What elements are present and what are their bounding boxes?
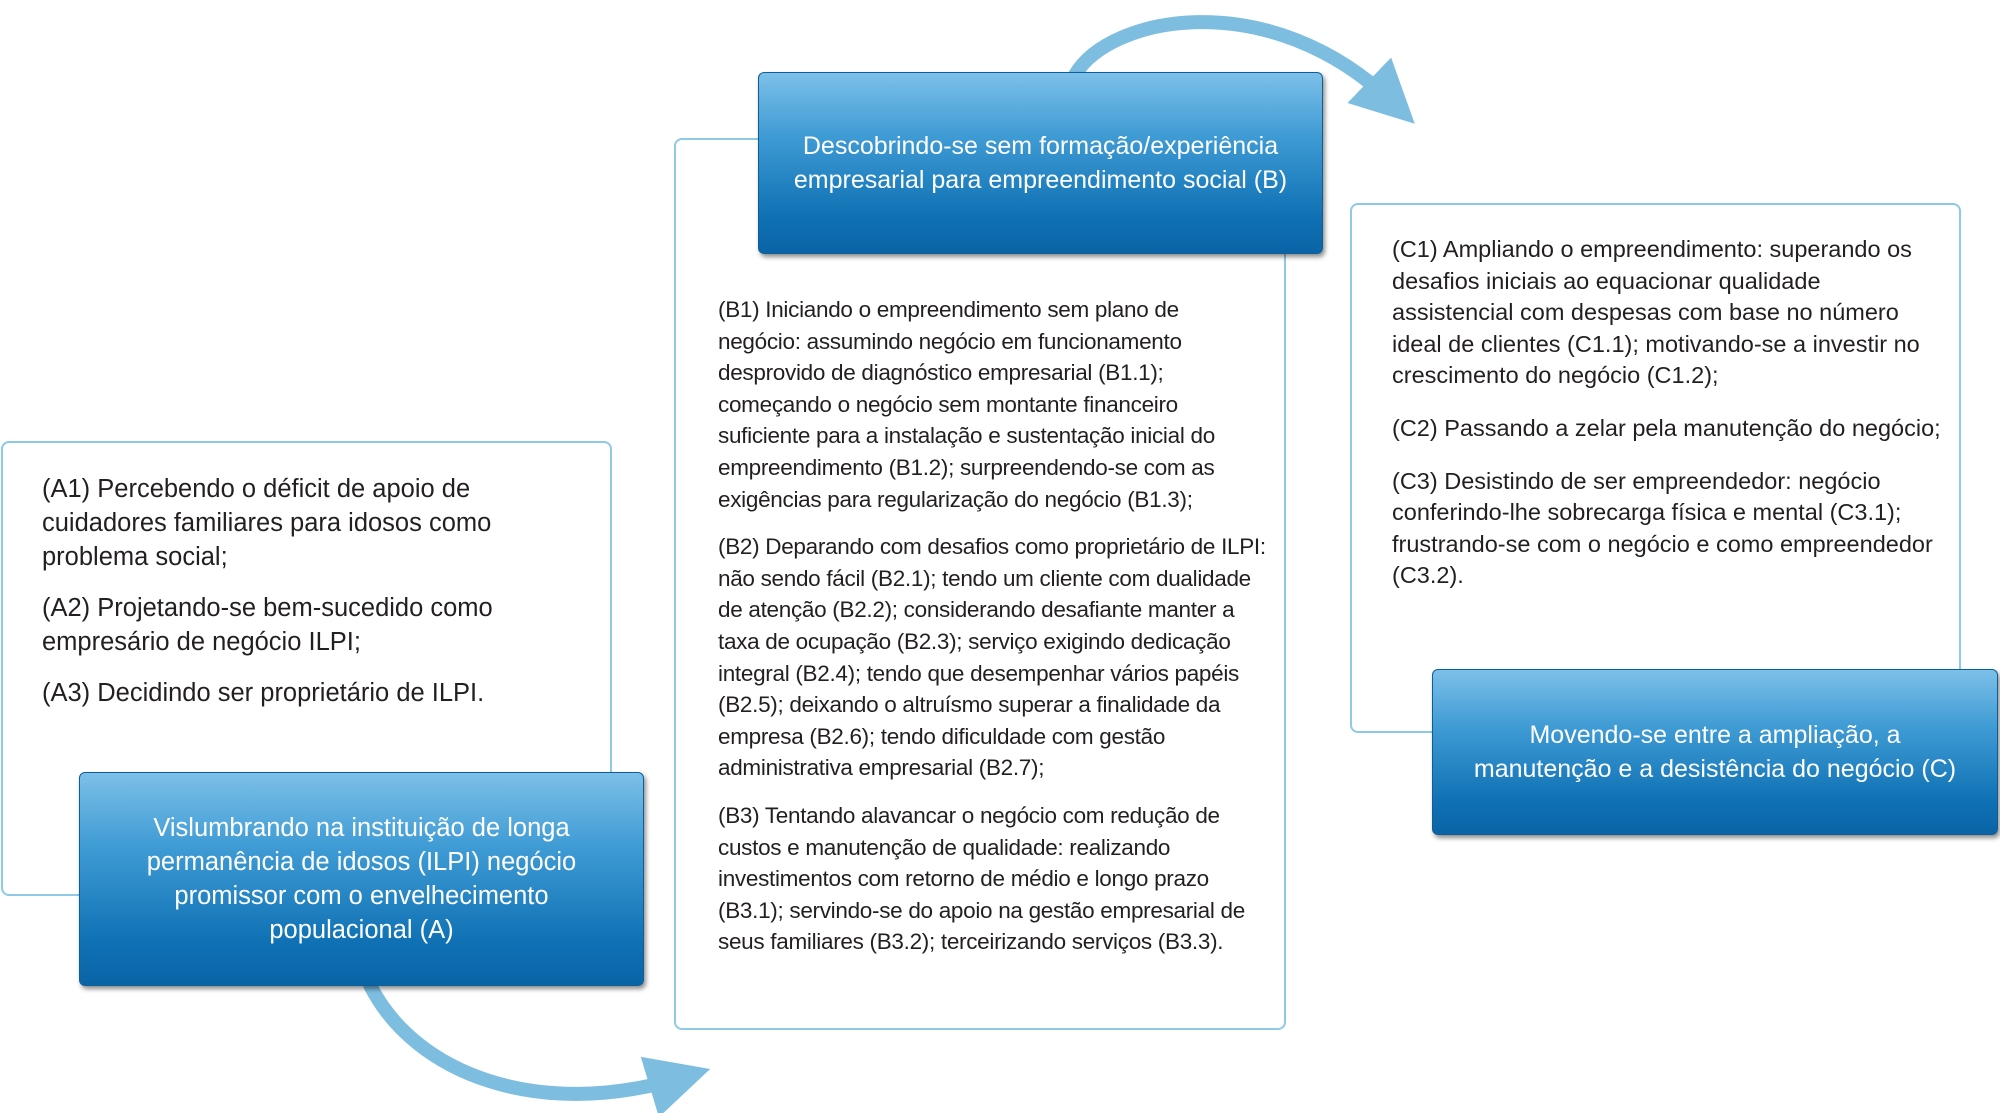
- stage-a-item-a2: (A2) Projetando-se bem-sucedido como empresário de negócio ILPI;: [42, 594, 493, 656]
- stage-b-header: [758, 72, 1323, 254]
- stage-a-items: [42, 472, 582, 727]
- stage-b-item-b3: (B3) Tentando alavancar o negócio com redução de custos e manutenção de qualidade: realizando investimentos com retorno de médio e longo prazo (B3.1); servindo-se do apoio na gestão empresarial de seus familiares (B3.2); terceirizando serviços (B3.3).: [718, 802, 1245, 955]
- stage-a-header-text: Vislumbrando na instituição de longa permanência de idosos (ILPI) negócio promissor com o envelhecimento populacional (A): [146, 814, 577, 944]
- stage-c-header-text: Movendo-se entre a ampliação, a manutenção e a desistência do negócio (C): [1473, 721, 1957, 783]
- stage-c-header: [1432, 669, 1998, 835]
- stage-b-item-b2: (B2) Deparando com desafios como proprietário de ILPI: não sendo fácil (B2.1); tendo um cliente com dualidade de atenção (B2.2); considerando desafiante manter a taxa de ocupação (B2.3); serviço exigindo dedicação integral (B2.4); tendo que desempenhar vários papéis (B2.5); deixando o altruísmo superar a finalidade da empresa (B2.6); tendo dificuldade com gestão administrativa empresarial (B2.7);: [718, 534, 1266, 781]
- stage-c-item-c3: (C3) Desistindo de ser empreendedor: negócio conferindo-lhe sobrecarga física e mental (C3.1); frustrando-se com o negócio e como empreendedor (C3.2).: [1392, 467, 1933, 589]
- stage-c-item-c1: (C1) Ampliando o empreendimento: superando os desafios iniciais ao equacionar qualidade assistencial com despesas com base no número ideal de clientes (C1.1); motivando-se a investir no crescimento do negócio (C1.2);: [1392, 236, 1920, 389]
- stage-c-item-c2: (C2) Passando a zelar pela manutenção do negócio;: [1392, 414, 1941, 441]
- stage-a-item-a1: (A1) Percebendo o déficit de apoio de cuidadores familiares para idosos como problema social;: [42, 475, 492, 571]
- stage-b-items: [718, 294, 1266, 974]
- stage-b-item-b1: (B1) Iniciando o empreendimento sem plano de negócio: assumindo negócio em funcionamento desprovido de diagnóstico empresarial (B1.1); começando o negócio sem montante financeiro suficiente para a instalação e sustentação inicial do empreendimento (B1.2); surpreendendo-se com as exigências para regularização do negócio (B1.3);: [718, 297, 1215, 512]
- stage-b-header-text: Descobrindo-se sem formação/experiência empresarial para empreendimento social (B): [793, 132, 1288, 194]
- stage-a-item-a3: (A3) Decidindo ser proprietário de ILPI.: [42, 679, 485, 707]
- stage-b-panel: [674, 138, 1286, 1030]
- stage-a-header: [79, 772, 644, 986]
- stage-c-items: [1392, 234, 1942, 613]
- arrow-a-to-b: [370, 985, 680, 1094]
- stage-c-panel: [1350, 203, 1961, 733]
